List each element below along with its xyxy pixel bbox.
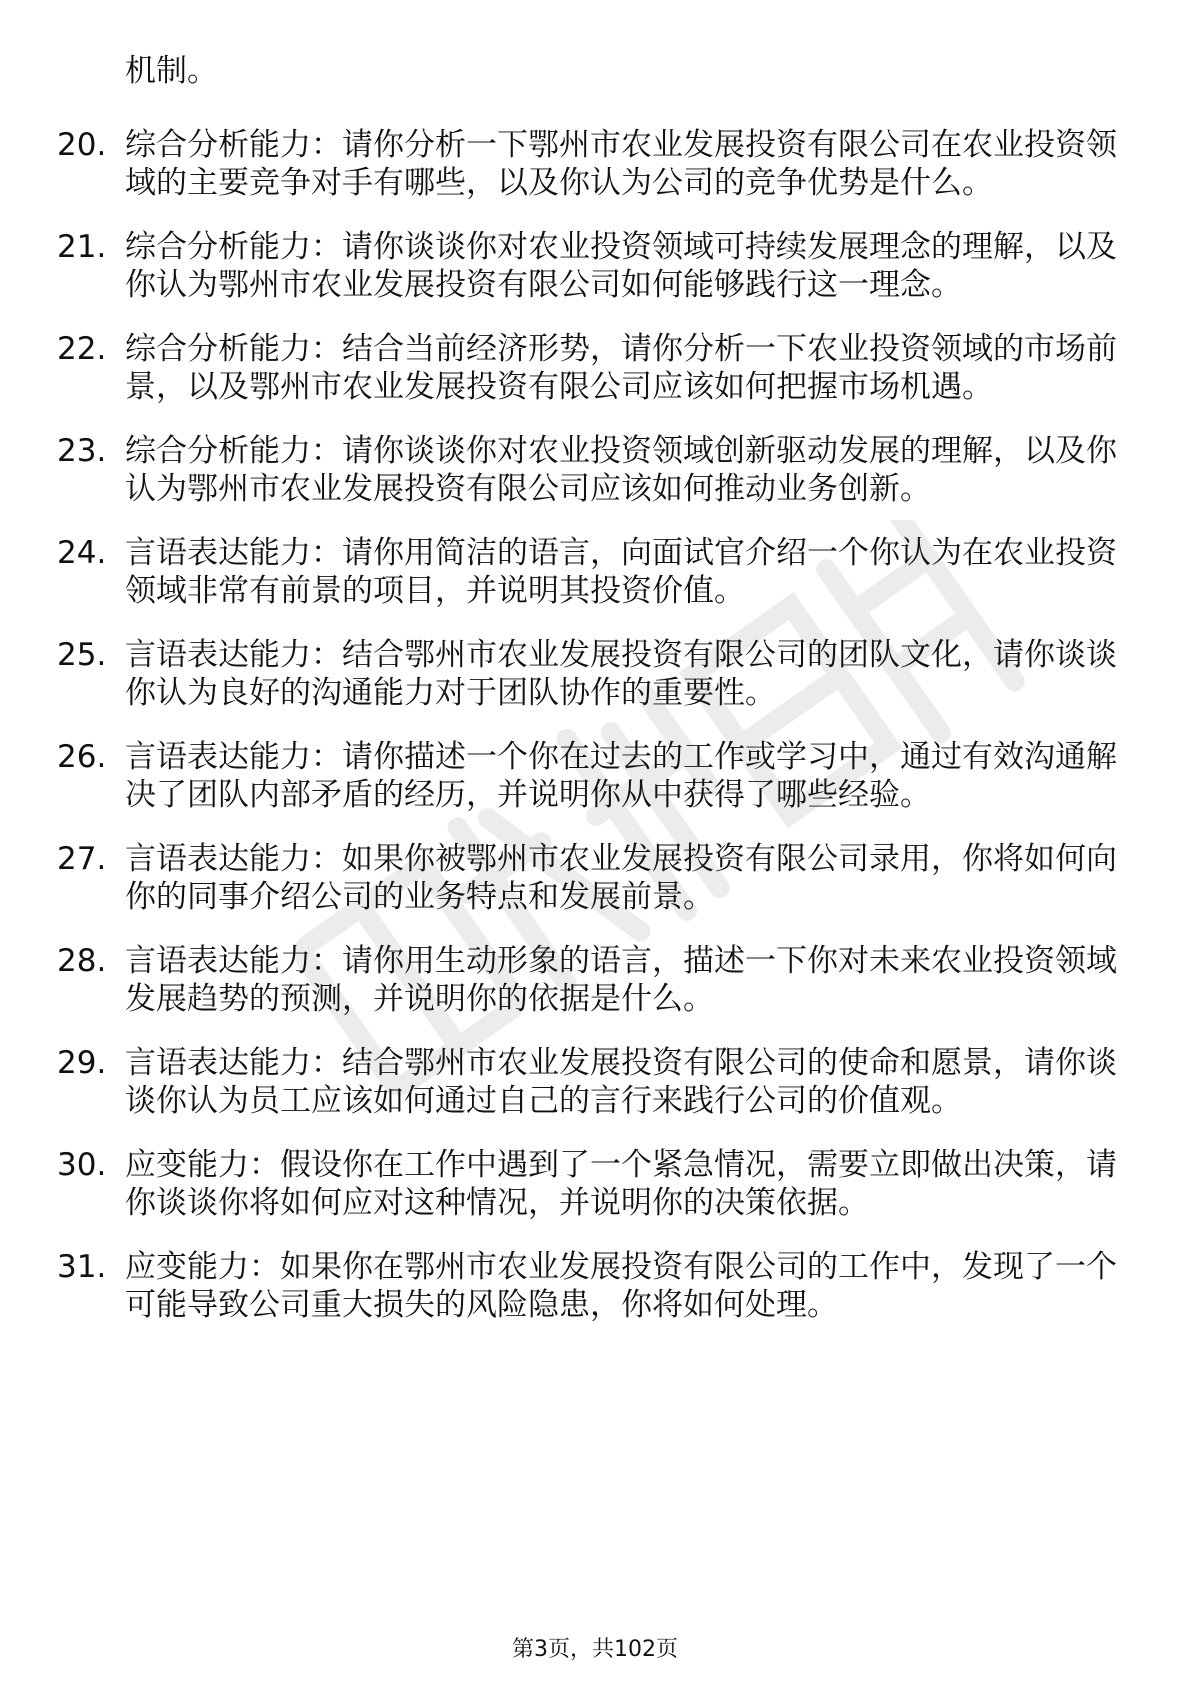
item-text: 综合分析能力：请你分析一下鄂州市农业发展投资有限公司在农业投资领域的主要竞争对手有哪些，以及你认为公司的竞争优势是什么。 <box>125 127 1117 201</box>
list-item <box>57 534 1117 610</box>
item-number: 28. <box>57 943 107 979</box>
item-number: 27. <box>57 841 107 877</box>
item-number: 22. <box>57 331 107 367</box>
item-number: 25. <box>57 637 107 673</box>
item-number: 31. <box>57 1249 107 1285</box>
item-text: 综合分析能力：结合当前经济形势，请你分析一下农业投资领域的市场前景，以及鄂州市农业发展投资有限公司应该如何把握市场机遇。 <box>125 331 1117 405</box>
page-footer: 第3页，共102页 <box>512 1637 678 1662</box>
list-item <box>57 636 1117 712</box>
item-text: 应变能力：假设你在工作中遇到了一个紧急情况，需要立即做出决策，请你谈谈你将如何应对这种情况，并说明你的决策依据。 <box>125 1147 1117 1221</box>
item-text: 综合分析能力：请你谈谈你对农业投资领域可持续发展理念的理解，以及你认为鄂州市农业发展投资有限公司如何能够践行这一理念。 <box>125 229 1117 303</box>
item-number: 29. <box>57 1045 107 1081</box>
item-number: 20. <box>57 127 107 163</box>
continuation-text: 机制。 <box>125 53 218 89</box>
item-text: 言语表达能力：结合鄂州市农业发展投资有限公司的使命和愿景，请你谈谈你认为员工应该如何通过自己的言行来践行公司的价值观。 <box>125 1045 1117 1119</box>
item-text: 言语表达能力：请你描述一个你在过去的工作或学习中，通过有效沟通解决了团队内部矛盾的经历，并说明你从中获得了哪些经验。 <box>125 739 1117 813</box>
item-number: 24. <box>57 535 107 571</box>
item-text: 言语表达能力：结合鄂州市农业发展投资有限公司的团队文化，请你谈谈你认为良好的沟通能力对于团队协作的重要性。 <box>125 637 1117 711</box>
list-item <box>57 330 1117 406</box>
item-number: 26. <box>57 739 107 775</box>
list-item <box>57 738 1117 814</box>
list-item <box>57 126 1117 202</box>
item-text: 综合分析能力：请你谈谈你对农业投资领域创新驱动发展的理解，以及你认为鄂州市农业发展投资有限公司应该如何推动业务创新。 <box>125 433 1117 507</box>
list-item <box>57 1146 1117 1222</box>
item-text: 言语表达能力：请你用生动形象的语言，描述一下你对未来农业投资领域发展趋势的预测，并说明你的依据是什么。 <box>125 943 1117 1017</box>
list-item <box>57 1044 1117 1120</box>
list-item <box>57 432 1117 508</box>
list-item <box>57 942 1117 1018</box>
item-number: 21. <box>57 229 107 265</box>
item-text: 应变能力：如果你在鄂州市农业发展投资有限公司的工作中，发现了一个可能导致公司重大损失的风险隐患，你将如何处理。 <box>125 1249 1117 1323</box>
list-item <box>57 840 1117 916</box>
item-text: 言语表达能力：请你用简洁的语言，向面试官介绍一个你认为在农业投资领域非常有前景的项目，并说明其投资价值。 <box>125 535 1117 609</box>
question-list <box>57 52 1117 1350</box>
item-number: 30. <box>57 1147 107 1183</box>
item-text: 言语表达能力：如果你被鄂州市农业发展投资有限公司录用，你将如何向你的同事介绍公司的业务特点和发展前景。 <box>125 841 1117 915</box>
list-item <box>57 1248 1117 1324</box>
list-item <box>57 228 1117 304</box>
item-number: 23. <box>57 433 107 469</box>
